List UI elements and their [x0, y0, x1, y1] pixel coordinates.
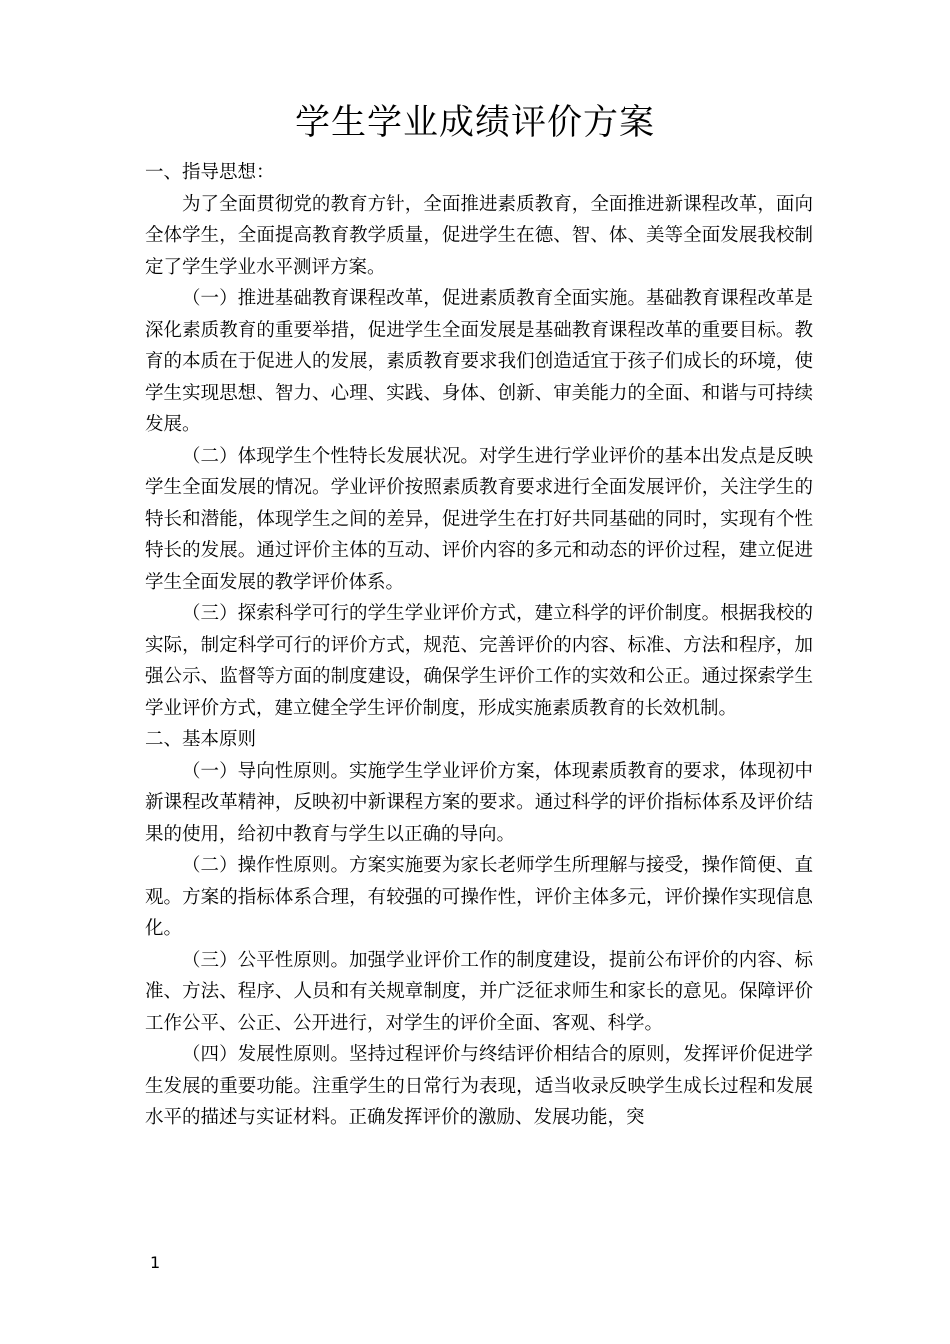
paragraph: （三）探索科学可行的学生学业评价方式，建立科学的评价制度。根据我校的实际，制定科学可行的评价方式，规范、完善评价的内容、标准、方法和程序，加强公示、监督等方面的制度建设，确保学生评价工作的实效和公正。通过探索学生学业评价方式，建立健全学生评价制度，形成实施素质教育的长效机制。 [145, 603, 813, 719]
paragraph: （四）发展性原则。坚持过程评价与终结评价相结合的原则，发挥评价促进学生发展的重要功能。注重学生的日常行为表现，适当收录反映学生成长过程和发展水平的描述与实证材料。正确发挥评价的激励、发展功能，突 [145, 1044, 813, 1128]
paragraph: （二）体现学生个性特长发展状况。对学生进行学业评价的基本出发点是反映学生全面发展的情况。学业评价按照素质教育要求进行全面发展评价，关注学生的特长和潜能，体现学生之间的差异，促进学生在打好共同基础的同时，实现有个性特长的发展。通过评价主体的互动、评价内容的多元和动态的评价过程，建立促进学生全面发展的教学评价体系。 [145, 445, 813, 593]
paragraph: （一）推进基础教育课程改革，促进素质教育全面实施。基础教育课程改革是深化素质教育的重要举措，促进学生全面发展是基础教育课程改革的重要目标。教育的本质在于促进人的发展，素质教育要求我们创造适宜于孩子们成长的环境，使学生实现思想、智力、心理、实践、身体、创新、审美能力的全面、和谐与可持续发展。 [145, 288, 813, 435]
document-title: 学生学业成绩评价方案 [294, 103, 655, 143]
paragraph: （三）公平性原则。加强学业评价工作的制度建设，提前公布评价的内容、标准、方法、程序、人员和有关规章制度，并广泛征求师生和家长的意见。保障评价工作公平、公正、公开进行，对学生的评价全面、客观、科学。 [145, 949, 813, 1034]
document-body [145, 157, 813, 1134]
paragraph: （二）操作性原则。方案实施要为家长老师学生所理解与接受，操作简便、直观。方案的指标体系合理，有较强的可操作性，评价主体多元，评价操作实现信息化。 [145, 855, 813, 939]
paragraph: 为了全面贯彻党的教育方针，全面推进素质教育，全面推进新课程改革，面向全体学生，全面提高教育教学质量，促进学生在德、智、体、美等全面发展我校制定了学生学业水平测评方案。 [145, 193, 813, 278]
paragraph: （一）导向性原则。实施学生学业评价方案，体现素质教育的要求，体现初中新课程改革精神，反映初中新课程方案的要求。通过科学的评价指标体系及评价结果的使用，给初中教育与学生以正确的导向。 [145, 760, 813, 845]
section-heading: 一、指导思想： [145, 162, 275, 183]
page-number: 1 [150, 1253, 161, 1272]
section-heading: 二、基本原则 [145, 729, 257, 750]
